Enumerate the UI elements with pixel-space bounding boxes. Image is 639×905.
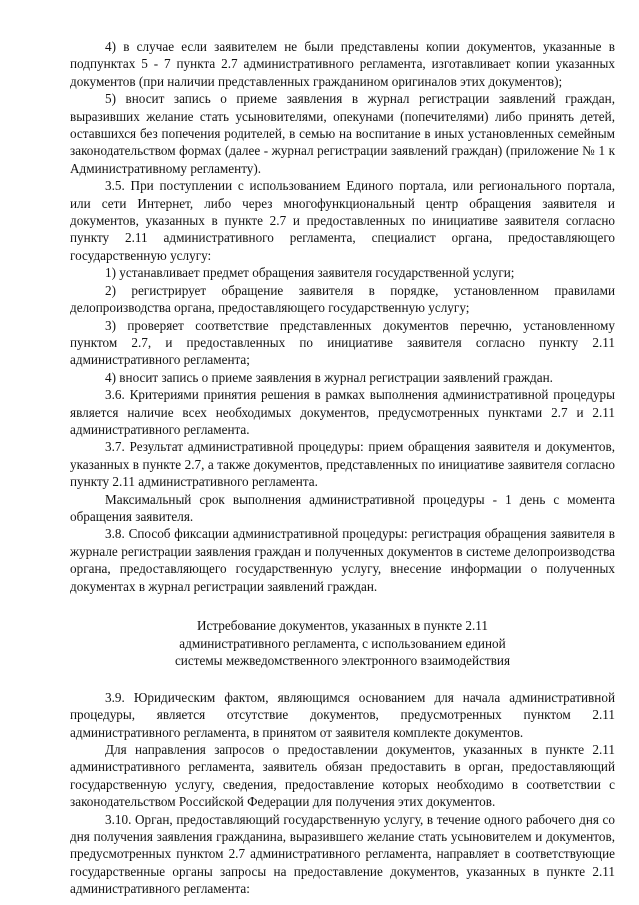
- paragraph-3-10: 3.10. Орган, предоставляющий государственную услугу, в течение одного рабочего дня со дня получения заявления гражданина, выразившего желание стать усыновителем и документов, предусмотренных пунктом 2.7 административного регламента, направляет в соответствующие государственные органы запросы на предоставление документов, указанных в пункте 2.11 административного регламента:: [70, 811, 615, 897]
- heading-line-2: административного регламента, с использованием единой: [179, 635, 506, 651]
- paragraph-3-5: 3.5. При поступлении с использованием Единого портала, или регионального портала, или сети Интернет, либо через многофункциональный центр обращения заявителя и документов, указанных в пункте 2.7 и предоставленных по инициативе заявителя согласно пункту 2.11 административного регламента, специалист органа, предоставляющего государственную услугу:: [70, 178, 615, 263]
- paragraph-3-5-item-1: 1) устанавливает предмет обращения заявителя государственной услуги;: [105, 265, 515, 281]
- paragraph-3-5-item-3: 3) проверяет соответствие представленных документов перечню, установленному пунктом 2.7, и предоставленных по инициативе заявителя согласно пункту 2.11 административного регламента;: [70, 317, 615, 368]
- paragraph-max-duration: Максимальный срок выполнения административной процедуры - 1 день с момента обращения заявителя.: [70, 491, 615, 524]
- section-document-request: [70, 689, 615, 898]
- paragraph-3-9: 3.9. Юридическим фактом, являющимся основанием для начала административной процедуры, является отсутствие документов, предусмотренных пунктом 2.11 административного регламента, в принятом от заявителя комплекте документов.: [70, 689, 615, 740]
- paragraph-3-5-item-2: 2) регистрирует обращение заявителя в порядке, установленном правилами делопроизводства органа, предоставляющего государственную услугу;: [70, 282, 615, 316]
- paragraph-3-7: 3.7. Результат административной процедуры: прием обращения заявителя и документов, указанных в пункте 2.7, а также документов, представленных по инициативе заявителя согласно пункту 2.11 административного регламента.: [70, 439, 615, 490]
- paragraph-3-5-item-4: 4) вносит запись о приеме заявления в журнал регистрации заявлений граждан.: [105, 369, 553, 385]
- paragraph-3-8: 3.8. Способ фиксации административной процедуры: регистрация обращения заявителя в журнале регистрации заявления граждан и полученных документов в системе делопроизводства органа, предоставляющего государственную услугу, внесение информации о полученных документах в журнал регистрации заявлений граждан.: [70, 526, 615, 594]
- heading-line-3: системы межведомственного электронного взаимодействия: [174, 653, 511, 669]
- paragraph-item-4-copies: 4) в случае если заявителем не были представлены копии документов, указанные в подпунктах 5 - 7 пункта 2.7 административного регламента, изготавливает копии указанных документов (при наличии представленных гражданином оригиналов этих документов);: [70, 39, 615, 89]
- section-heading: [70, 617, 615, 670]
- heading-line-1: Истребование документов, указанных в пункте 2.11: [197, 618, 488, 633]
- paragraph-3-6: 3.6. Критериями принятия решения в рамках выполнения административной процедуры является наличие всех необходимых документов, предусмотренных пунктами 2.7 и 2.11 административного регламента.: [70, 387, 615, 437]
- paragraph-item-5-journal-entry: 5) вносит запись о приеме заявления в журнал регистрации заявлений граждан, выразивших желание стать усыновителями, опекунами (попечителями) либо принять детей, оставшихся без попечения родителей, в семью на воспитание в иных установленных семейным законодательством формах (далее - журнал регистрации заявлений граждан) (приложение № 1 к Административному регламенту).: [70, 91, 615, 176]
- section-intake: [70, 38, 615, 595]
- paragraph-request-requirements: Для направления запросов о предоставлении документов, указанных в пункте 2.11 административного регламента, заявитель обязан предоставить в орган, предоставляющий государственную услугу, сведения, предоставление которых необходимо в соответствии с законодательством Российской Федерации для получения этих документов.: [70, 742, 615, 810]
